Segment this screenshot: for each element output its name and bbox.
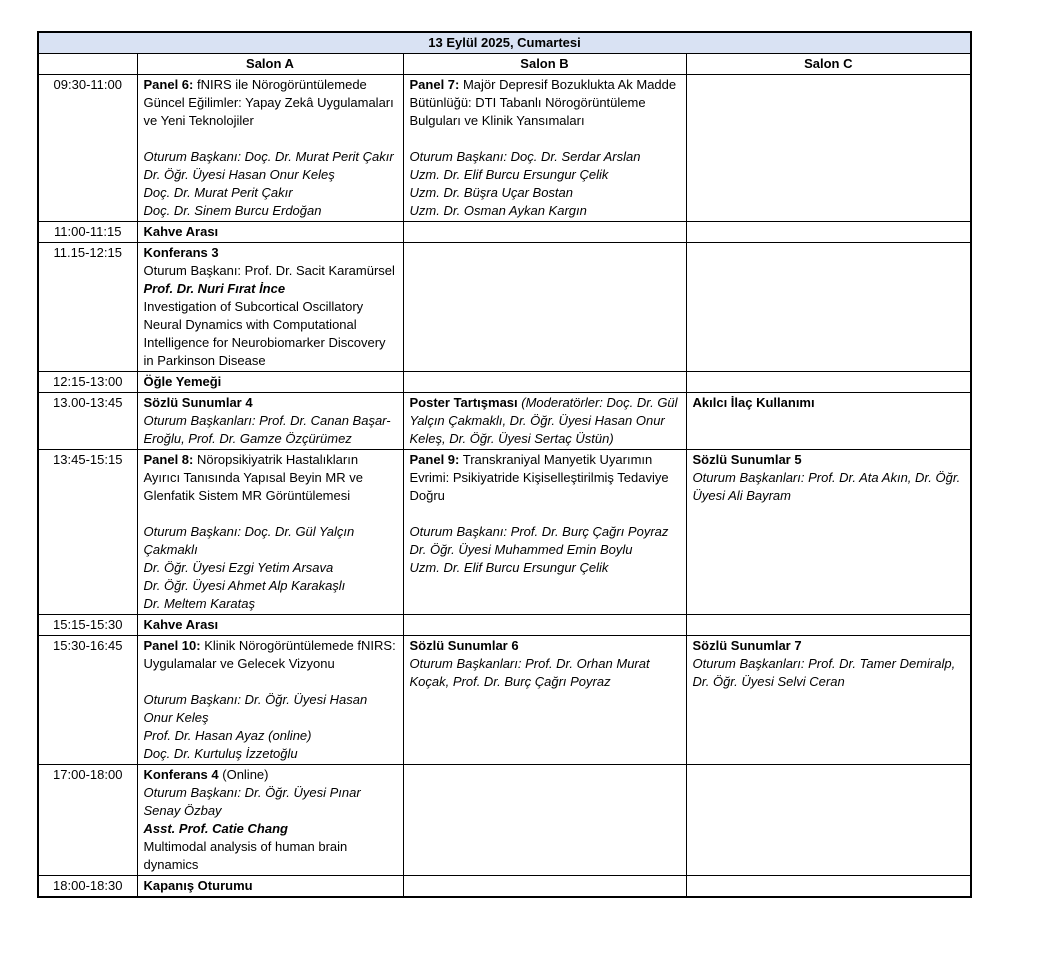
session-text-line bbox=[410, 76, 680, 130]
blank-line bbox=[144, 130, 397, 148]
text-segment: Uzm. Dr. Osman Aykan Kargın bbox=[409, 203, 587, 218]
text-segment: Sözlü Sunumlar 6 bbox=[409, 638, 519, 653]
session-text-line bbox=[144, 766, 397, 784]
text-segment: Oturum Başkanı: Doç. Dr. Murat Perit Çakır bbox=[143, 149, 394, 164]
time-cell: 17:00-18:00 bbox=[38, 765, 137, 876]
session-cell-salon-c bbox=[686, 765, 971, 876]
session-cell-salon-a bbox=[137, 615, 403, 636]
session-cell-salon-b bbox=[403, 615, 686, 636]
text-segment: Kahve Arası bbox=[143, 224, 219, 239]
session-text-line bbox=[410, 655, 680, 691]
session-text-line bbox=[144, 184, 397, 202]
text-segment: Investigation of Subcortical Oscillatory Neural Dynamics with Computational Intelligence for Neurobiomarker Discovery in Parkinson Disease bbox=[143, 299, 386, 368]
session-text-line bbox=[144, 262, 397, 280]
session-text-line bbox=[693, 655, 965, 691]
session-text-line bbox=[144, 148, 397, 166]
session-cell-salon-b bbox=[403, 765, 686, 876]
session-cell-salon-a bbox=[137, 75, 403, 222]
text-segment: Prof. Dr. Hasan Ayaz (online) bbox=[143, 728, 312, 743]
time-cell: 15:15-15:30 bbox=[38, 615, 137, 636]
session-cell-salon-c bbox=[686, 450, 971, 615]
text-segment: Oturum Başkanları: Prof. Dr. Ata Akın, Dr. Öğr. Üyesi Ali Bayram bbox=[692, 470, 961, 503]
text-segment: Panel 10: bbox=[143, 638, 201, 653]
text-segment: Sözlü Sunumlar 4 bbox=[143, 395, 253, 410]
text-segment: Dr. Öğr. Üyesi Ahmet Alp Karakaşlı bbox=[143, 578, 346, 593]
time-cell: 13.00-13:45 bbox=[38, 393, 137, 450]
table-row bbox=[38, 222, 971, 243]
session-text-line bbox=[144, 877, 397, 895]
session-text-line bbox=[144, 280, 397, 298]
session-text-line bbox=[144, 745, 397, 763]
session-text-line bbox=[144, 577, 397, 595]
session-text-line bbox=[144, 838, 397, 874]
session-text-line bbox=[144, 223, 397, 241]
text-segment: Oturum Başkanı: Prof. Dr. Burç Çağrı Poyraz bbox=[409, 524, 669, 539]
session-text-line bbox=[144, 820, 397, 838]
session-cell-salon-b bbox=[403, 393, 686, 450]
session-cell-salon-b bbox=[403, 876, 686, 898]
text-segment: Dr. Meltem Karataş bbox=[143, 596, 255, 611]
blank-line bbox=[410, 505, 680, 523]
text-segment: Sözlü Sunumlar 5 bbox=[692, 452, 802, 467]
session-text-line bbox=[410, 451, 680, 505]
date-title: 13 Eylül 2025, Cumartesi bbox=[38, 32, 971, 54]
text-segment: Doç. Dr. Murat Perit Çakır bbox=[143, 185, 293, 200]
session-text-line bbox=[144, 202, 397, 220]
session-text-line bbox=[410, 184, 680, 202]
title-row bbox=[38, 32, 971, 54]
text-segment: Majör Depresif Bozuklukta Ak Madde Bütünlüğü: DTI Tabanlı Nörogörüntüleme Bulguları ve Klinik Yansımaları bbox=[409, 77, 677, 128]
session-text-line bbox=[144, 244, 397, 262]
session-text-line bbox=[144, 166, 397, 184]
text-segment: Kapanış Oturumu bbox=[143, 878, 253, 893]
session-text-line bbox=[410, 559, 680, 577]
text-segment: Oturum Başkanları: Prof. Dr. Orhan Murat Koçak, Prof. Dr. Burç Çağrı Poyraz bbox=[409, 656, 650, 689]
column-header-row bbox=[38, 54, 971, 75]
session-text-line bbox=[144, 727, 397, 745]
session-text-line bbox=[693, 394, 965, 412]
session-cell-salon-a bbox=[137, 636, 403, 765]
table-row bbox=[38, 75, 971, 222]
text-segment: (Moderatörler: Doç. Dr. Gül Yalçın Çakmaklı, Dr. Öğr. Üyesi Hasan Onur Keleş, Dr. Öğr. Üyesi Sertaç Üstün) bbox=[409, 395, 678, 446]
time-cell: 13:45-15:15 bbox=[38, 450, 137, 615]
text-segment: Poster Tartışması bbox=[409, 395, 522, 410]
text-segment: Uzm. Dr. Elif Burcu Ersungur Çelik bbox=[409, 560, 609, 575]
session-cell-salon-c bbox=[686, 636, 971, 765]
text-segment: Klinik Nörogörüntülemede fNIRS: Uygulamalar ve Gelecek Vizyonu bbox=[143, 638, 396, 671]
session-text-line bbox=[144, 523, 397, 559]
text-segment: Uzm. Dr. Büşra Uçar Bostan bbox=[409, 185, 574, 200]
time-cell: 11.15-12:15 bbox=[38, 243, 137, 372]
text-segment: Panel 6: bbox=[143, 77, 194, 92]
time-cell: 15:30-16:45 bbox=[38, 636, 137, 765]
session-cell-salon-a bbox=[137, 372, 403, 393]
text-segment: Konferans 3 bbox=[143, 245, 219, 260]
session-cell-salon-c bbox=[686, 372, 971, 393]
session-text-line bbox=[144, 595, 397, 613]
session-text-line bbox=[144, 298, 397, 370]
session-cell-salon-b bbox=[403, 372, 686, 393]
session-cell-salon-c bbox=[686, 876, 971, 898]
session-text-line bbox=[144, 616, 397, 634]
text-segment: Sözlü Sunumlar 7 bbox=[692, 638, 802, 653]
session-cell-salon-a bbox=[137, 765, 403, 876]
session-text-line bbox=[410, 148, 680, 166]
time-cell: 18:00-18:30 bbox=[38, 876, 137, 898]
text-segment: Oturum Başkanı: Dr. Öğr. Üyesi Pınar Senay Özbay bbox=[143, 785, 361, 818]
session-text-line bbox=[144, 394, 397, 412]
text-segment: Panel 7: bbox=[409, 77, 460, 92]
session-cell-salon-b bbox=[403, 75, 686, 222]
session-cell-salon-c bbox=[686, 393, 971, 450]
session-text-line bbox=[144, 373, 397, 391]
time-column-header bbox=[38, 54, 137, 75]
table-row bbox=[38, 765, 971, 876]
text-segment: Multimodal analysis of human brain dynamics bbox=[143, 839, 348, 872]
text-segment: Oturum Başkanı: Doç. Dr. Serdar Arslan bbox=[409, 149, 641, 164]
table-row bbox=[38, 372, 971, 393]
session-cell-salon-b bbox=[403, 243, 686, 372]
text-segment: Panel 9: bbox=[409, 452, 460, 467]
session-text-line bbox=[144, 784, 397, 820]
session-text-line bbox=[410, 523, 680, 541]
blank-line bbox=[410, 130, 680, 148]
session-cell-salon-a bbox=[137, 450, 403, 615]
text-segment: fNIRS ile Nörogörüntülemede Güncel Eğilimler: Yapay Zekâ Uygulamaları ve Yeni Teknolojiler bbox=[143, 77, 394, 128]
table-row bbox=[38, 615, 971, 636]
session-text-line bbox=[144, 559, 397, 577]
text-segment: Prof. Dr. Nuri Fırat İnce bbox=[143, 281, 286, 296]
session-text-line bbox=[410, 202, 680, 220]
table-row bbox=[38, 636, 971, 765]
session-text-line bbox=[410, 166, 680, 184]
text-segment: Kahve Arası bbox=[143, 617, 219, 632]
text-segment: Oturum Başkanları: Prof. Dr. Tamer Demiralp, Dr. Öğr. Üyesi Selvi Ceran bbox=[692, 656, 956, 689]
text-segment: Öğle Yemeği bbox=[143, 374, 222, 389]
session-cell-salon-b bbox=[403, 222, 686, 243]
session-text-line bbox=[693, 451, 965, 469]
session-cell-salon-a bbox=[137, 876, 403, 898]
session-cell-salon-c bbox=[686, 615, 971, 636]
session-cell-salon-b bbox=[403, 636, 686, 765]
time-cell: 11:00-11:15 bbox=[38, 222, 137, 243]
text-segment: Oturum Başkanları: Prof. Dr. Canan Başar-Eroğlu, Prof. Dr. Gamze Özçürümez bbox=[143, 413, 391, 446]
text-segment: Konferans 4 bbox=[143, 767, 219, 782]
text-segment: Dr. Öğr. Üyesi Ezgi Yetim Arsava bbox=[143, 560, 334, 575]
session-text-line bbox=[693, 469, 965, 505]
text-segment: Oturum Başkanı: Doç. Dr. Gül Yalçın Çakmaklı bbox=[143, 524, 355, 557]
session-text-line bbox=[144, 451, 397, 505]
session-text-line bbox=[144, 637, 397, 673]
session-text-line bbox=[410, 394, 680, 448]
salon-column-header: Salon A bbox=[137, 54, 403, 75]
table-row bbox=[38, 393, 971, 450]
blank-line bbox=[144, 673, 397, 691]
blank-line bbox=[144, 505, 397, 523]
session-text-line bbox=[410, 541, 680, 559]
session-cell-salon-c bbox=[686, 243, 971, 372]
table-row bbox=[38, 243, 971, 372]
session-text-line bbox=[144, 691, 397, 727]
time-cell: 09:30-11:00 bbox=[38, 75, 137, 222]
text-segment: Uzm. Dr. Elif Burcu Ersungur Çelik bbox=[409, 167, 609, 182]
text-segment: Doç. Dr. Sinem Burcu Erdoğan bbox=[143, 203, 322, 218]
salon-column-header: Salon B bbox=[403, 54, 686, 75]
text-segment: Oturum Başkanı: Prof. Dr. Sacit Karamürsel bbox=[143, 263, 395, 278]
text-segment: Asst. Prof. Catie Chang bbox=[143, 821, 288, 836]
text-segment: Dr. Öğr. Üyesi Hasan Onur Keleş bbox=[143, 167, 335, 182]
text-segment: Dr. Öğr. Üyesi Muhammed Emin Boylu bbox=[409, 542, 633, 557]
text-segment: Nöropsikiyatrik Hastalıkların Ayırıcı Tanısında Yapısal Beyin MR ve Glenfatik Sistem MR Görüntülemesi bbox=[143, 452, 363, 503]
text-segment: Transkraniyal Manyetik Uyarımın Evrimi: Psikiyatride Kişiselleştirilmiş Tedaviye Doğru bbox=[409, 452, 669, 503]
session-cell-salon-a bbox=[137, 243, 403, 372]
session-cell-salon-c bbox=[686, 75, 971, 222]
session-text-line bbox=[693, 637, 965, 655]
table-row bbox=[38, 450, 971, 615]
text-segment: Doç. Dr. Kurtuluş İzzetoğlu bbox=[143, 746, 298, 761]
text-segment: (Online) bbox=[218, 767, 269, 782]
session-cell-salon-c bbox=[686, 222, 971, 243]
schedule-table bbox=[37, 31, 972, 898]
session-cell-salon-a bbox=[137, 393, 403, 450]
session-cell-salon-a bbox=[137, 222, 403, 243]
text-segment: Oturum Başkanı: Dr. Öğr. Üyesi Hasan Onur Keleş bbox=[143, 692, 368, 725]
session-text-line bbox=[144, 76, 397, 130]
table-row bbox=[38, 876, 971, 898]
salon-column-header: Salon C bbox=[686, 54, 971, 75]
text-segment: Akılcı İlaç Kullanımı bbox=[692, 395, 815, 410]
session-text-line bbox=[410, 637, 680, 655]
session-cell-salon-b bbox=[403, 450, 686, 615]
session-text-line bbox=[144, 412, 397, 448]
time-cell: 12:15-13:00 bbox=[38, 372, 137, 393]
text-segment: Panel 8: bbox=[143, 452, 194, 467]
